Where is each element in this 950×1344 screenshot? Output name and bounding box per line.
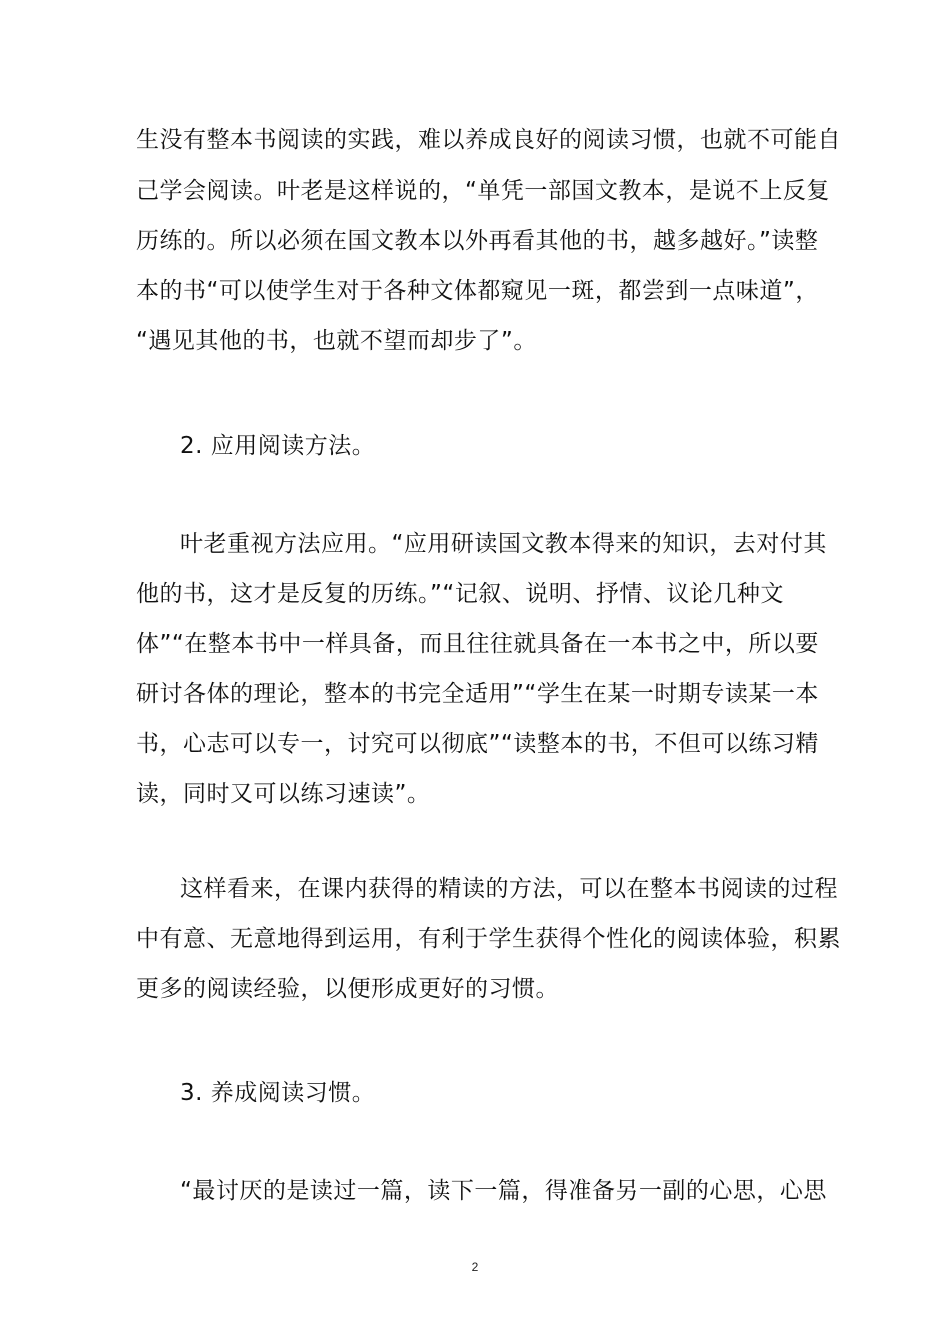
paragraph-1-line-1: 生没有整本书阅读的实践，难以养成良好的阅读习惯，也就不可能自	[136, 127, 841, 153]
paragraph-2-line-4: 研讨各体的理论，整本的书完全适用”“学生在某一时期专读某一本	[136, 681, 819, 707]
paragraph-4-line-1: “最讨厌的是读过一篇，读下一篇，得准备另一副的心思，心思	[180, 1178, 827, 1204]
paragraph-1-line-3: 历练的。所以必须在国文教本以外再看其他的书，越多越好。”读整	[136, 228, 819, 254]
section-heading-2: 2. 应用阅读方法。	[180, 433, 376, 459]
paragraph-3-line-1: 这样看来，在课内获得的精读的方法，可以在整本书阅读的过程	[180, 876, 838, 902]
section-heading-3: 3. 养成阅读习惯。	[180, 1080, 376, 1106]
paragraph-3-line-2: 中有意、无意地得到运用，有利于学生获得个性化的阅读体验，积累	[136, 926, 841, 952]
paragraph-2-line-1: 叶老重视方法应用。“应用研读国文教本得来的知识，去对付其	[180, 531, 827, 557]
paragraph-2-line-2: 他的书，这才是反复的历练。”“记叙、说明、抒情、议论几种文	[136, 581, 784, 607]
page-number: 2	[471, 1260, 479, 1274]
paragraph-1-line-4: 本的书“可以使学生对于各种文体都窥见一斑，都尝到一点味道”，	[136, 278, 819, 304]
paragraph-1-line-2: 己学会阅读。叶老是这样说的，“单凭一部国文教本，是说不上反复	[136, 178, 830, 204]
paragraph-1-line-5: “遇见其他的书，也就不望而却步了”。	[136, 328, 537, 354]
paragraph-3-line-3: 更多的阅读经验，以便形成更好的习惯。	[136, 976, 559, 1002]
paragraph-2-line-6: 读，同时又可以练习速读”。	[136, 781, 431, 807]
paragraph-2-line-5: 书，心志可以专一，讨究可以彻底”“读整本的书，不但可以练习精	[136, 731, 819, 757]
paragraph-2-line-3: 体”“在整本书中一样具备，而且往往就具备在一本书之中，所以要	[136, 631, 819, 657]
